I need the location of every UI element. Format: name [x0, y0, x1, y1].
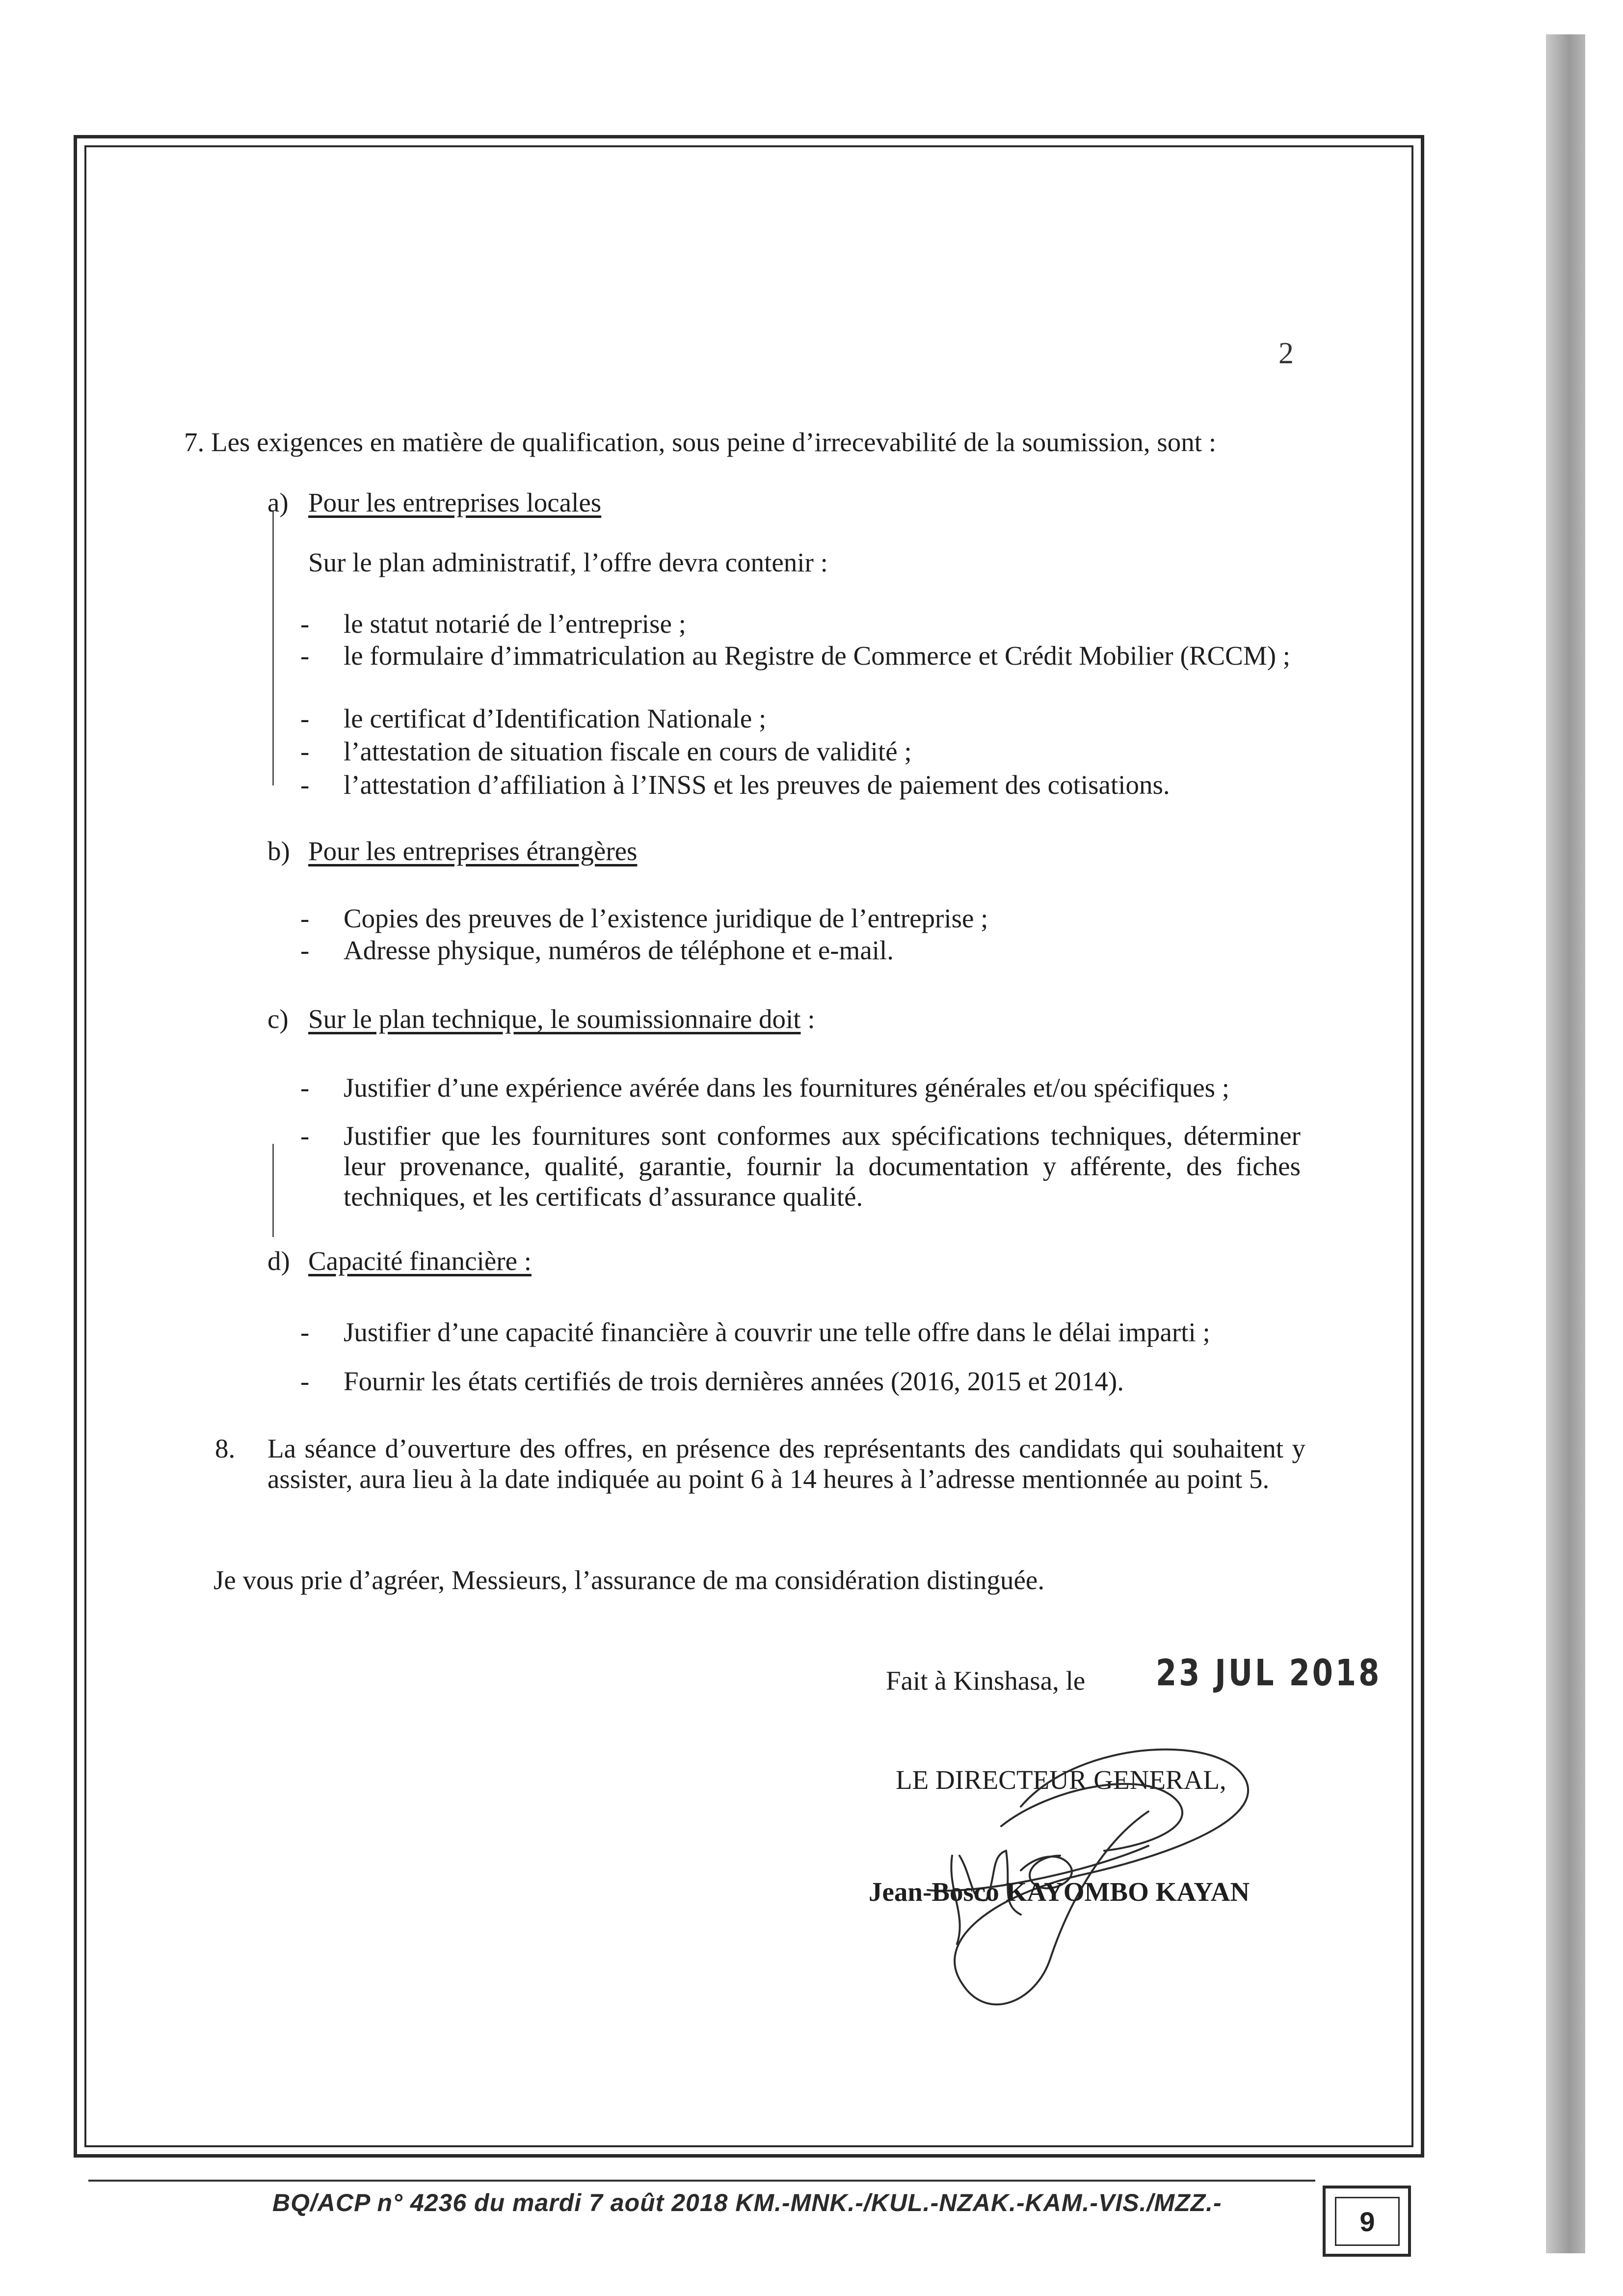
footer-reference: BQ/ACP n° 4236 du mardi 7 août 2018 KM.-MNK.-/KUL.-NZAK.-KAM.-VIS./MZZ.- — [272, 2189, 1222, 2216]
bullet-dash: - — [300, 1366, 310, 1396]
place-date: Fait à Kinshasa, le — [886, 1666, 1086, 1696]
list-item: Adresse physique, numéros de téléphone et e-mail. — [344, 935, 894, 965]
list-item: l’attestation d’affiliation à l’INSS et les preuves de paiement des cotisations. — [344, 770, 1170, 800]
point-8-text: La séance d’ouverture des offres, en présence des représentants des candidats qui souhaitent y assister, aura lieu à la date indiquée au point 6 à 14 heures à l’adresse mentionnée au point 5. — [267, 1433, 1305, 1494]
section-a-subtitle: Sur le plan administratif, l’offre devra contenir : — [308, 547, 828, 577]
margin-mark — [272, 511, 274, 785]
footer-rule — [88, 2180, 1315, 2182]
list-item: Justifier que les fournitures sont conformes aux spécifications techniques, déterminer leur provenance, qualité, garantie, fournir la documentation y afférente, des fiches techniques, et les certificats d’assurance qualité. — [344, 1121, 1301, 1212]
point-7-intro: 7. Les exigences en matière de qualification, sous peine d’irrecevabilité de la soumission, sont : — [184, 427, 1217, 457]
list-item: Justifier d’une capacité financière à couvrir une telle offre dans le délai imparti ; — [344, 1317, 1210, 1347]
date-stamp: 23 JUL 2018 — [1156, 1652, 1382, 1694]
section-a-title: Pour les entreprises locales — [308, 487, 602, 517]
list-item: Copies des preuves de l’existence juridique de l’entreprise ; — [344, 903, 988, 933]
closing-formula: Je vous prie d’agréer, Messieurs, l’assurance de ma considération distinguée. — [213, 1565, 1045, 1595]
list-item: le certificat d’Identification Nationale ; — [344, 703, 767, 733]
section-d-label: d) — [267, 1246, 290, 1276]
list-item: Justifier d’une expérience avérée dans les fournitures générales et/ou spécifiques ; — [344, 1073, 1230, 1103]
section-b-title: Pour les entreprises étrangères — [308, 836, 638, 866]
point-8-number: 8. — [215, 1433, 236, 1463]
scan-edge-shadow — [1546, 34, 1585, 2253]
section-c-label: c) — [267, 1004, 289, 1034]
section-c-title-suffix: : — [800, 1004, 815, 1034]
section-c-title-wrap — [308, 1004, 815, 1034]
list-item: le statut notarié de l’entreprise ; — [344, 609, 686, 639]
bullet-dash: - — [300, 609, 310, 639]
section-c-title: Sur le plan technique, le soumissionnaire doit — [308, 1004, 801, 1034]
list-item: l’attestation de situation fiscale en cours de validité ; — [344, 736, 912, 766]
bullet-dash: - — [300, 903, 310, 933]
bullet-dash: - — [300, 770, 310, 800]
margin-mark — [272, 1144, 274, 1237]
bullet-dash: - — [300, 1073, 310, 1103]
section-d-title: Capacité financière : — [308, 1246, 532, 1276]
section-a-label: a) — [267, 487, 289, 517]
section-b-label: b) — [267, 836, 290, 866]
bullet-dash: - — [300, 736, 310, 766]
page-number: 9 — [1335, 2197, 1400, 2246]
list-item: le formulaire d’immatriculation au Registre de Commerce et Crédit Mobilier (RCCM) ; — [344, 641, 1291, 671]
bullet-dash: - — [300, 703, 310, 733]
signatory-title: LE DIRECTEUR GENERAL, — [896, 1765, 1226, 1795]
bullet-dash: - — [300, 1317, 310, 1347]
bullet-dash: - — [300, 1121, 310, 1151]
bullet-dash: - — [300, 935, 310, 965]
list-item: Fournir les états certifiés de trois dernières années (2016, 2015 et 2014). — [344, 1366, 1124, 1396]
page-number-top: 2 — [1278, 337, 1294, 370]
bullet-dash: - — [300, 641, 310, 671]
signatory-name: Jean-Bosco KAYOMBO KAYAN — [869, 1877, 1250, 1907]
